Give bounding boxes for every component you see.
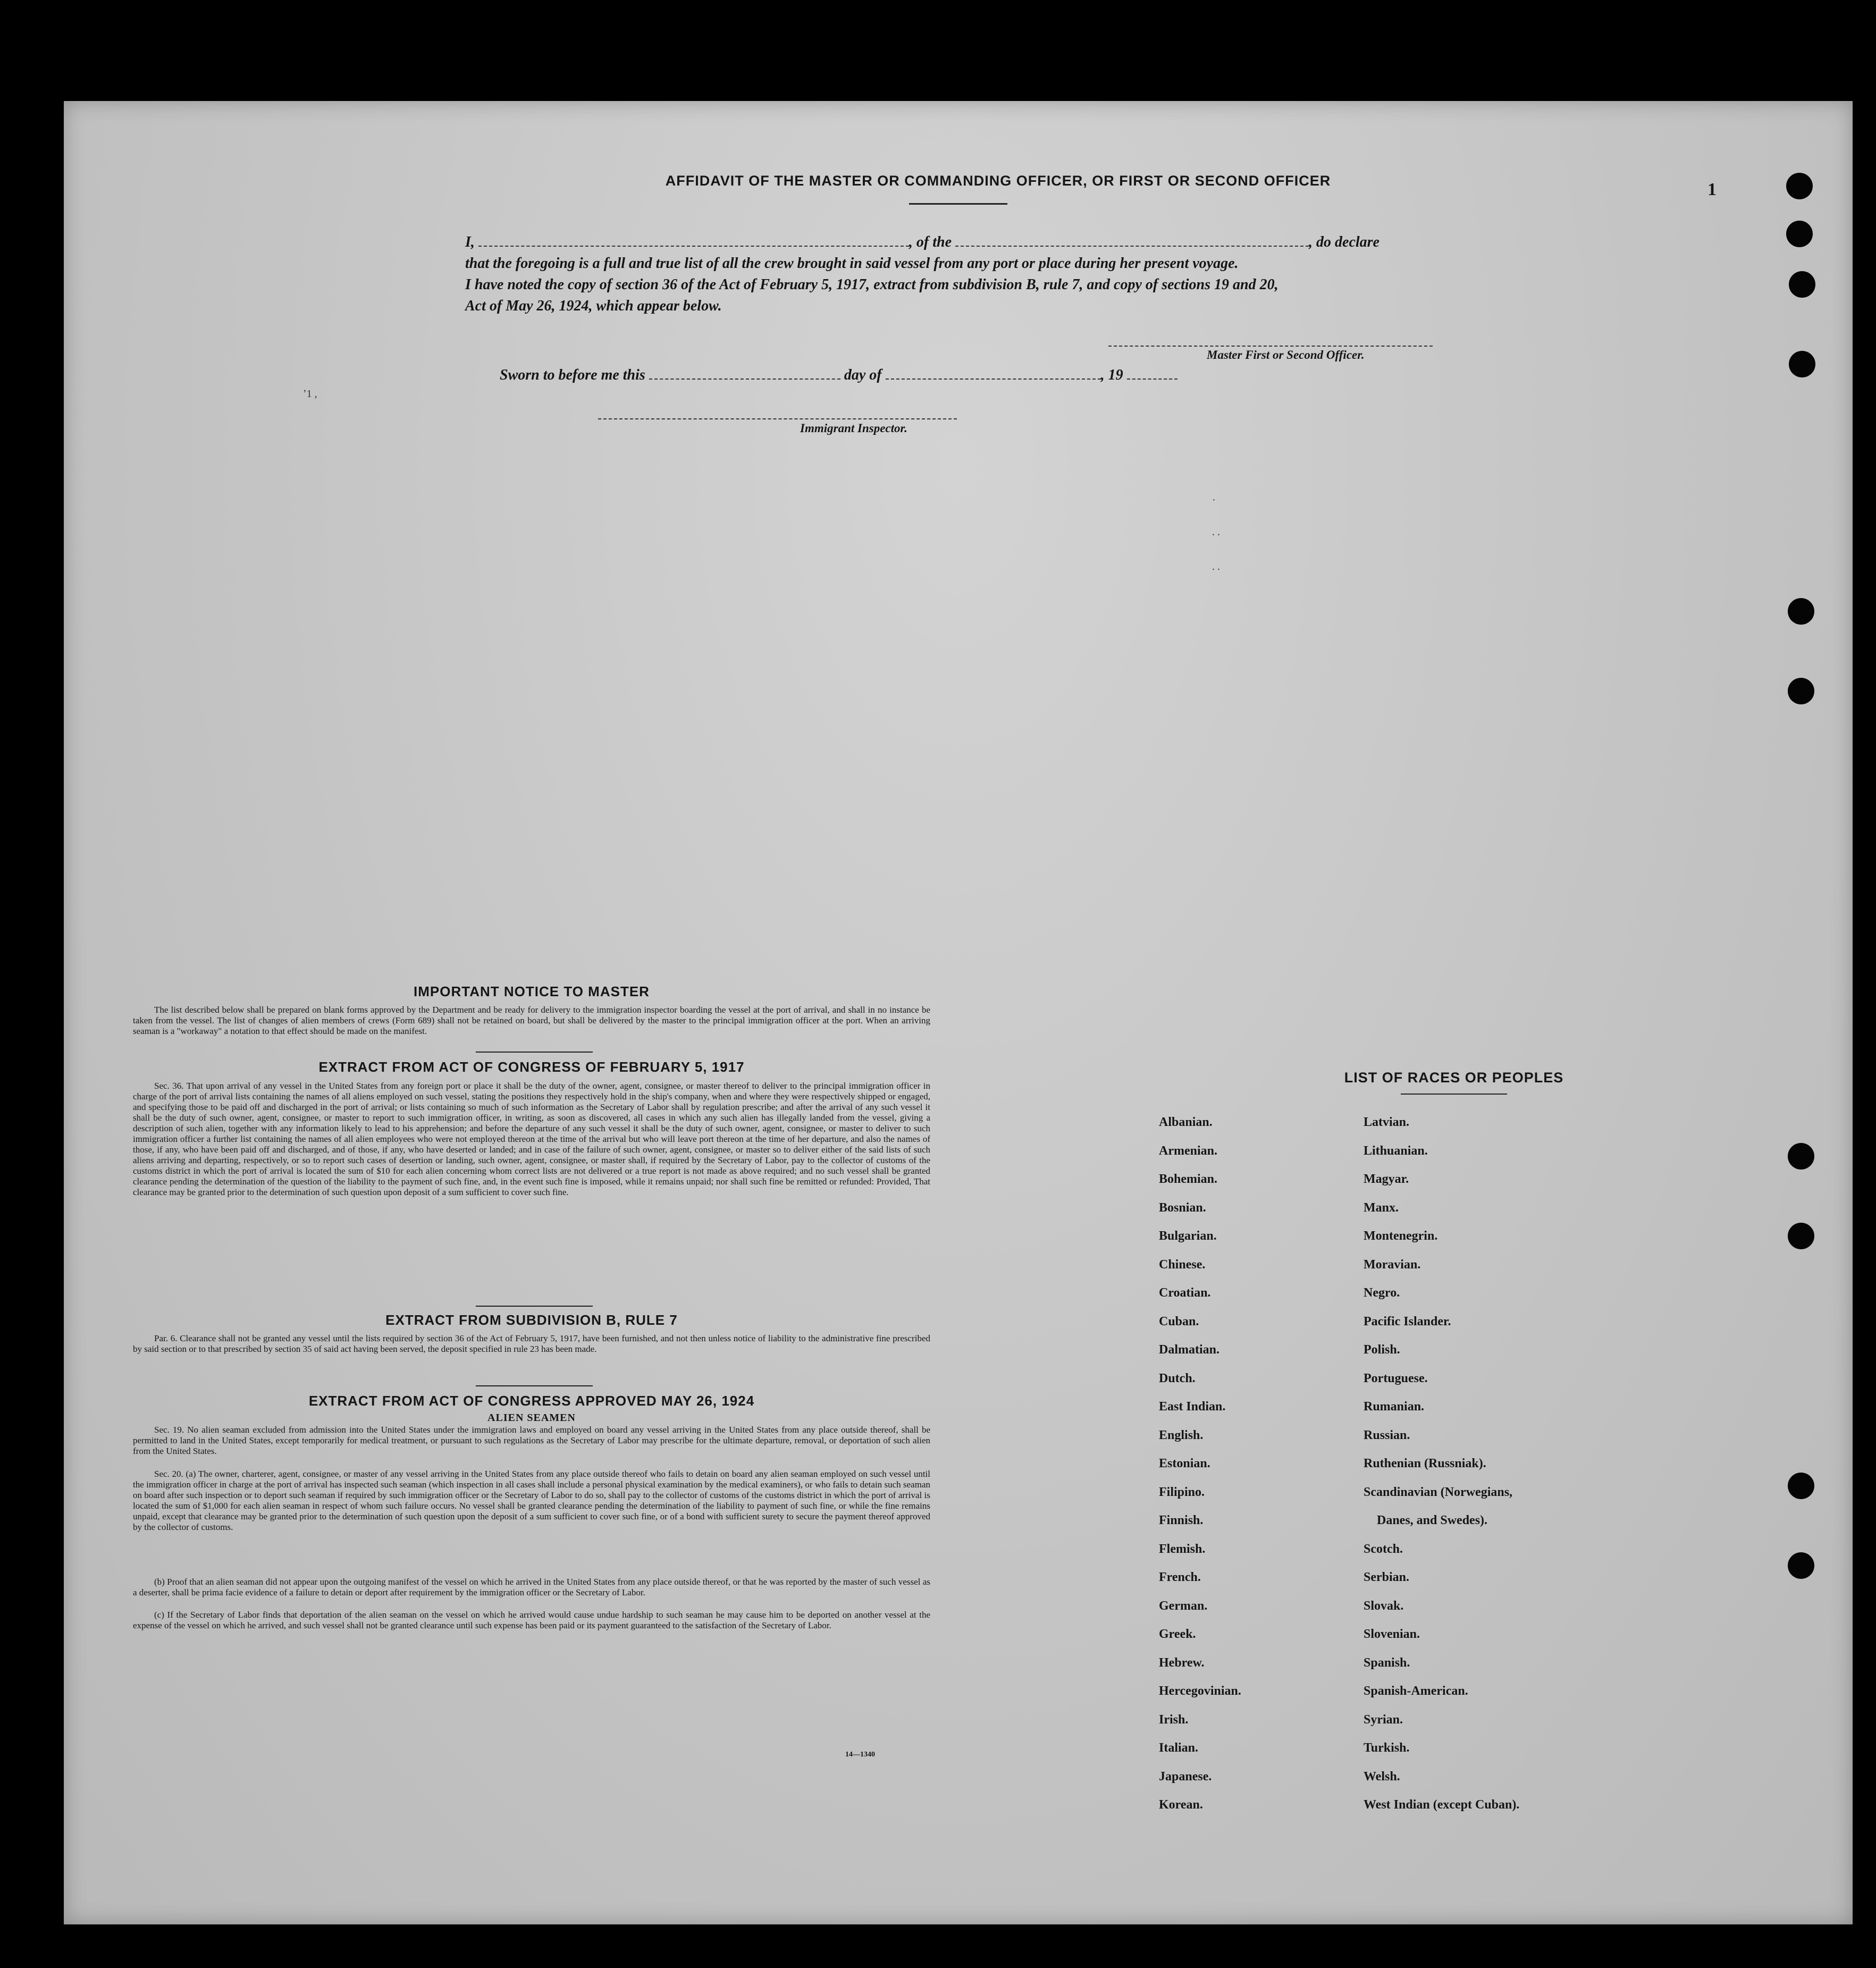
- of-the-label: , of the: [908, 234, 952, 250]
- race-item: Latvian.: [1364, 1115, 1410, 1129]
- inspector-label: Immigrant Inspector.: [800, 422, 907, 435]
- form-number: 14—1340: [845, 1751, 875, 1759]
- declaration-line-4: Act of May 26, 1924, which appear below.: [465, 298, 722, 314]
- notice-heading: IMPORTANT NOTICE TO MASTER: [414, 983, 650, 999]
- form-sheet: [64, 101, 1853, 1924]
- section-rule: [476, 1385, 593, 1386]
- race-item: English.: [1159, 1428, 1204, 1442]
- punch-hole: [1789, 271, 1815, 298]
- declarant-label: I,: [465, 234, 475, 250]
- race-item: Albanian.: [1159, 1115, 1213, 1129]
- act-1917-text: Sec. 36. That upon arrival of any vessel in the United States from any foreign port or place it shall be the duty of the owner, agent, consignee, or master thereof to deliver to the principal immigration officer in charge of the port of arrival lists containing the names of all aliens employed on such vessel, stating the positions they respectively hold in the ship's company, when and where they were respectively shipped or engaged, and specifying those to be paid off and discharged in the port of arrival; or lists containing so much of such information as the Secretary of Labor shall by regulation prescribe; and after the arrival of any such vessel it shall be the duty of such owner, agent, consignee, or master to report to such immigration officer, in writing, as soon as discovered, all cases in which any such alien has illegally landed from the vessel, giving a description of such alien, together with any information likely to lead to his apprehension; and before the departure of any such vessel it shall be the duty of such owner, agent, consignee, or master to deliver to such immigration officer a further list containing the names of all alien employees who were not employed thereon at the time of the arrival but who will leave port thereon at the time of her departure, and also the names of those, if any, who have been paid off and discharged, and of those, if any, who have deserted or landed; and in case of the failure of such owner, agent, consignee, or master so to deliver either of the said lists of such aliens arriving and departing, respectively, or so to report such cases of desertion or landing, such owner, agent, consignee, or master shall, if required by the Secretary of Labor, pay to the collector of customs of the customs district in which the port of arrival is located the sum of $10 for each alien concerning whom correct lists are not delivered or a true report is not made as above required; and no such vessel shall be granted clearance pending the determination of the question of the liability to the payment of such fine, and, in the event such fine is imposed, while it remains unpaid; nor shall such fine be remitted or refunded: Provided, That clearance may be granted prior to the determination of such question upon deposit of a sum sufficient to cover such fine.: [133, 1081, 930, 1197]
- stray-mark: . .: [1212, 526, 1220, 538]
- race-item: German.: [1159, 1599, 1208, 1613]
- stray-mark: ·: [1212, 494, 1216, 506]
- race-item: Greek.: [1159, 1627, 1196, 1641]
- race-item: Magyar.: [1364, 1172, 1409, 1186]
- race-item: East Indian.: [1159, 1400, 1226, 1414]
- race-item: West Indian (except Cuban).: [1364, 1798, 1520, 1812]
- race-item: Polish.: [1364, 1343, 1400, 1357]
- race-item: Syrian.: [1364, 1712, 1403, 1727]
- sworn-day-field[interactable]: [649, 367, 840, 380]
- race-item: Italian.: [1159, 1741, 1199, 1755]
- race-item: Scotch.: [1364, 1542, 1403, 1556]
- race-item: Manx.: [1364, 1200, 1399, 1215]
- race-item: Turkish.: [1364, 1741, 1410, 1755]
- punch-hole: [1786, 221, 1813, 247]
- race-item: French.: [1159, 1570, 1201, 1584]
- punch-hole: [1788, 1473, 1814, 1499]
- race-item: Pacific Islander.: [1364, 1314, 1451, 1328]
- races-heading: LIST OF RACES OR PEOPLES: [1344, 1070, 1564, 1086]
- punch-hole: [1789, 351, 1815, 377]
- sec-19-text: Sec. 19. No alien seaman excluded from admission into the United States under the immigration laws and employed on board any vessel arriving in the United States from any place outside thereof, shall be permitted to land in the United States, except temporarily for medical treatment, or pursuant to such regulations as the Secretary of Labor may prescribe for the ultimate departure, removal, or deportation of such alien from the United States.: [133, 1425, 930, 1456]
- race-item: Negro.: [1364, 1286, 1400, 1300]
- rule-7-heading: EXTRACT FROM SUBDIVISION B, RULE 7: [385, 1312, 678, 1328]
- inspector-signature-line[interactable]: [598, 418, 957, 419]
- race-item: Welsh.: [1364, 1769, 1400, 1784]
- race-item: Dutch.: [1159, 1371, 1196, 1385]
- declarant-name-field[interactable]: [478, 234, 909, 247]
- sec-20b-text: (b) Proof that an alien seaman did not appear upon the outgoing manifest of the vessel on which he arrived in the United States from any place outside thereof, or that he was reported by the master of such vessel as a deserter, shall be prima facie evidence of a failure to detain or deport after requirement by the immigration officer or the Secretary of Labor.: [133, 1577, 930, 1597]
- page-mark: 1: [1707, 180, 1717, 199]
- race-item: Bosnian.: [1159, 1200, 1206, 1215]
- section-rule: [476, 1306, 593, 1307]
- sec-20a-text: Sec. 20. (a) The owner, charterer, agent, consignee, or master of any vessel arriving in the United States from any place outside thereof who fails to detain on board any alien seaman employed on such vessel until the immigration officer in charge at the port of arrival has inspected such seaman (which inspection in all cases shall include a personal physical examination by the medical examiners), or who fails to detain such seaman on board after such inspection or to deport such seaman if required by such immigration officer or the Secretary of Labor to do so, shall pay to the collector of customs of the customs district in which the port of arrival is located the sum of $1,000 for each alien seaman in respect of whom such failure occurs. No vessel shall be granted clearance pending the determination of the liability to payment of such fine, or while the fine remains unpaid, except that clearance may be granted prior to the determination of such question upon the deposit of a sum sufficient to cover such fine, or of a bond with sufficient surety to secure the payment thereof approved by the collector of customs.: [133, 1469, 930, 1532]
- rule-7-text: Par. 6. Clearance shall not be granted any vessel until the lists required by section 36 of the Act of February 5, 1917, have been furnished, and not then unless notice of liability to the administrative fine prescribed by said section or to that prescribed by section 35 of said act having been served, the deposit specified in rule 23 has been made.: [133, 1333, 930, 1354]
- race-item: Slovak.: [1364, 1599, 1404, 1613]
- punch-hole: [1788, 1552, 1814, 1579]
- act-1924-heading: EXTRACT FROM ACT OF CONGRESS APPROVED MAY 26, 1924: [308, 1393, 755, 1409]
- title-rule: [909, 203, 1007, 205]
- race-item: Korean.: [1159, 1798, 1203, 1812]
- sec-20c-text: (c) If the Secretary of Labor finds that deportation of the alien seaman on the vessel on which he arrived would cause undue hardship to such seaman he may cause him to be deported on another vessel at the expense of the vessel on which he arrived, and such vessel shall not be granted clearance until such expense has been paid or its payment guaranteed to the satisfaction of the Secretary of Labor.: [133, 1610, 930, 1630]
- race-item: Filipino.: [1159, 1485, 1205, 1499]
- punch-hole: [1788, 678, 1814, 704]
- punch-hole: [1788, 598, 1814, 625]
- master-signature-line[interactable]: [1108, 346, 1433, 347]
- vessel-name-field[interactable]: [955, 234, 1309, 247]
- race-item: Spanish-American.: [1364, 1684, 1468, 1698]
- race-item: Lithuanian.: [1364, 1143, 1428, 1158]
- races-rule: [1401, 1094, 1507, 1095]
- race-item: Ruthenian (Russniak).: [1364, 1457, 1486, 1470]
- day-of-label: day of: [844, 367, 882, 383]
- notice-text: The list described below shall be prepared on blank forms approved by the Department and be ready for delivery to the immigration inspector boarding the vessel at the port of arrival, and shall in no instance be taken from the vessel. The list of changes of alien members of crews (Form 689) shall not be retained on board, but shall be delivered by the master to the principal immigration officer at the port. When an arriving seaman is a "workaway" a notation to that effect should be made on the manifest.: [133, 1005, 930, 1036]
- race-item: Hercegovinian.: [1159, 1684, 1241, 1698]
- race-item: Japanese.: [1159, 1769, 1212, 1784]
- race-item: Hebrew.: [1159, 1655, 1205, 1670]
- race-item: Montenegrin.: [1364, 1229, 1438, 1243]
- race-item: Russian.: [1364, 1428, 1410, 1442]
- race-item: Finnish.: [1159, 1513, 1204, 1527]
- punch-hole: [1788, 1143, 1814, 1170]
- sworn-month-field[interactable]: [886, 367, 1101, 380]
- affidavit-title: AFFIDAVIT OF THE MASTER OR COMMANDING OFFICER, OR FIRST OR SECOND OFFICER: [665, 173, 1331, 189]
- race-item: Estonian.: [1159, 1457, 1210, 1470]
- punch-hole: [1788, 1223, 1814, 1249]
- stray-mark: . .: [1212, 561, 1220, 573]
- section-rule: [476, 1052, 593, 1053]
- race-item: Flemish.: [1159, 1542, 1206, 1556]
- race-item: Spanish.: [1364, 1655, 1410, 1670]
- declaration-line-3: I have noted the copy of section 36 of the Act of February 5, 1917, extract from subdivision B, rule 7, and copy of sections 19 and 20,: [465, 276, 1278, 293]
- race-item: Slovenian.: [1364, 1627, 1420, 1641]
- race-item: Portuguese.: [1364, 1371, 1428, 1385]
- race-item: Armenian.: [1159, 1143, 1217, 1158]
- alien-seamen-subheading: ALIEN SEAMEN: [487, 1412, 576, 1424]
- race-item: Moravian.: [1364, 1257, 1421, 1272]
- race-item: Irish.: [1159, 1712, 1189, 1727]
- race-item: Croatian.: [1159, 1286, 1211, 1300]
- act-1917-heading: EXTRACT FROM ACT OF CONGRESS OF FEBRUARY 5, 1917: [318, 1059, 745, 1075]
- sworn-prefix: Sworn to before me this: [500, 367, 645, 383]
- stray-mark: ʼ1 ,: [303, 388, 317, 400]
- race-item: Serbian.: [1364, 1570, 1410, 1584]
- declaration-line-1: [465, 234, 1379, 251]
- declaration-line-2: that the foregoing is a full and true list of all the crew brought in said vessel from any port or place during her present voyage.: [465, 255, 1239, 272]
- race-item: Cuban.: [1159, 1314, 1199, 1328]
- race-item: Bulgarian.: [1159, 1229, 1217, 1243]
- race-item: Rumanian.: [1364, 1400, 1425, 1414]
- sworn-line: [500, 367, 1177, 384]
- year-prefix: , 19: [1100, 367, 1123, 383]
- master-signature-label: Master First or Second Officer.: [1207, 348, 1365, 361]
- race-item: Scandinavian (Norwegians,: [1364, 1485, 1513, 1499]
- punch-hole: [1786, 173, 1813, 199]
- race-item: Danes, and Swedes).: [1377, 1513, 1488, 1527]
- sworn-year-field[interactable]: [1127, 367, 1177, 380]
- race-item: Dalmatian.: [1159, 1343, 1219, 1357]
- do-declare-label: , do declare: [1309, 234, 1379, 250]
- race-item: Chinese.: [1159, 1257, 1206, 1272]
- race-item: Bohemian.: [1159, 1172, 1218, 1186]
